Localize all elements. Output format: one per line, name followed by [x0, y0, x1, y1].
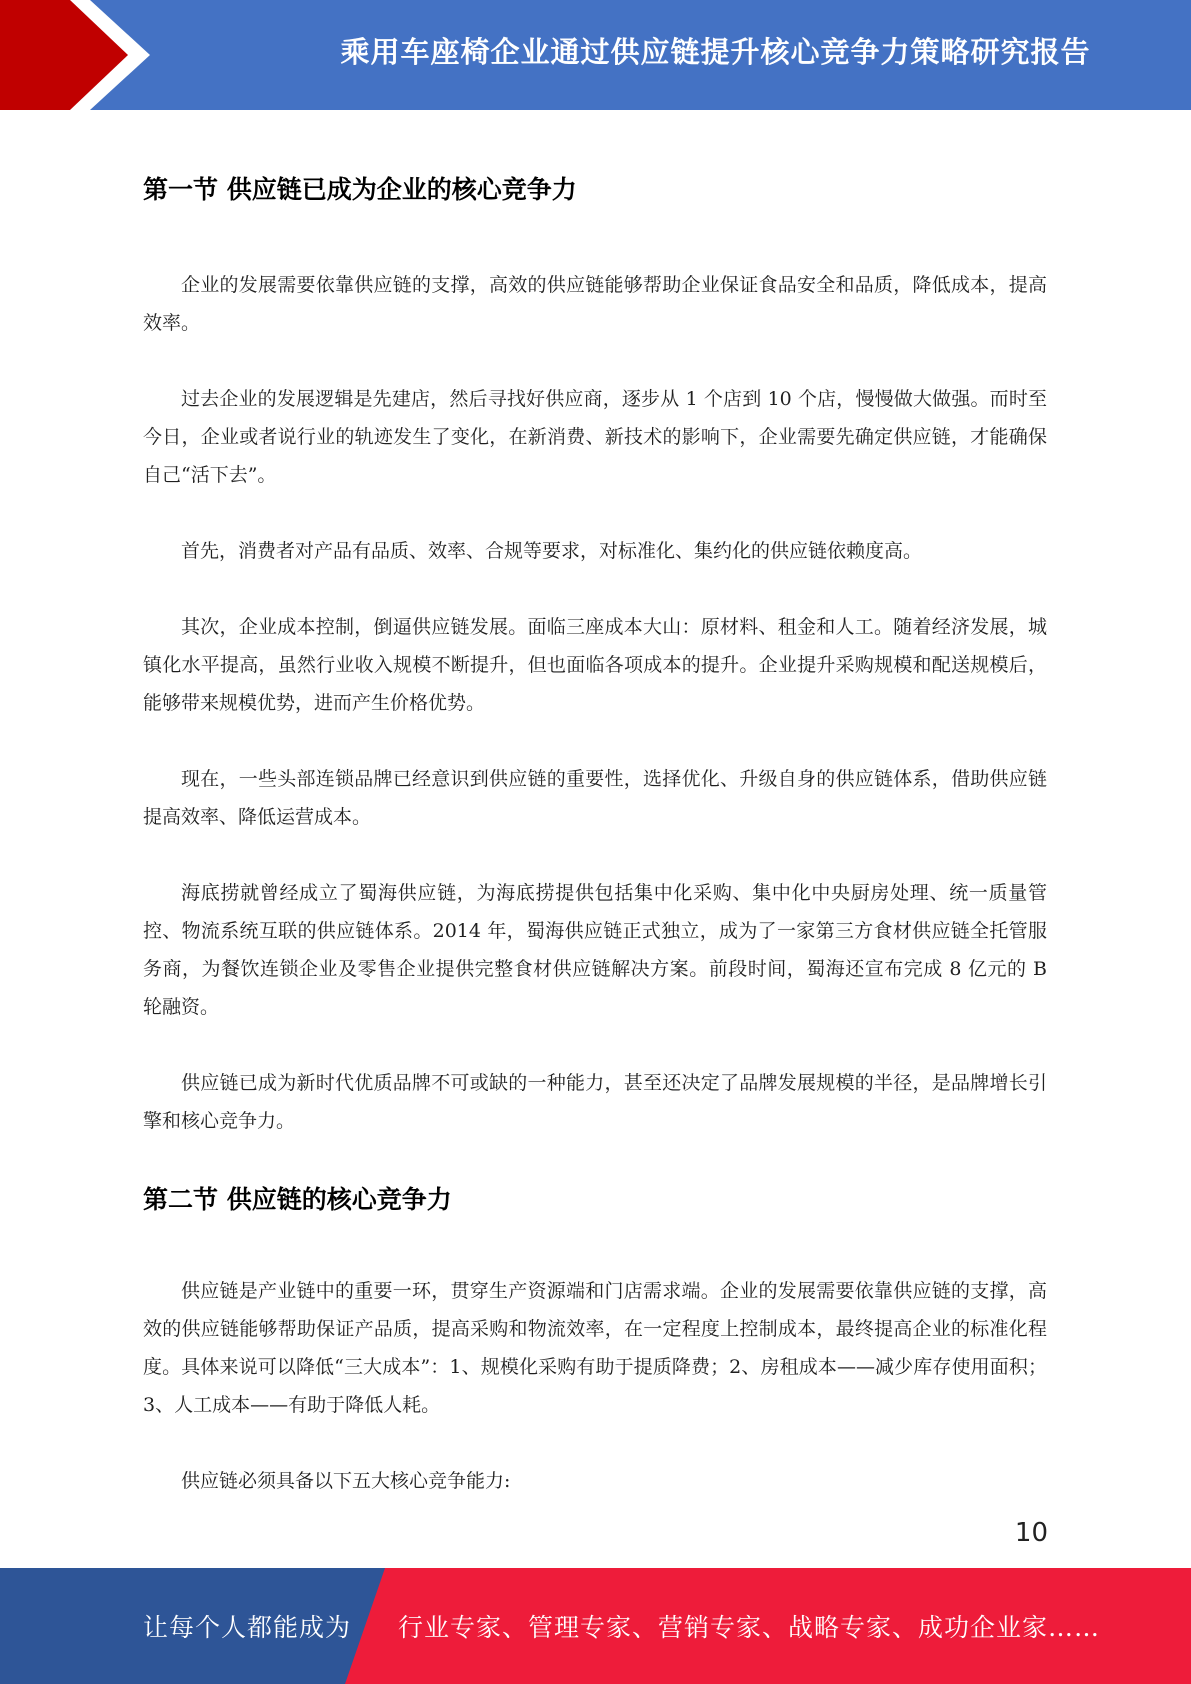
paragraph: 海底捞就曾经成立了蜀海供应链，为海底捞提供包括集中化采购、集中化中央厨房处理、统一质量管控、物流系统互联的供应链体系。2014 年，蜀海供应链正式独立，成为了一家第三方食材供应链全托管服务商，为餐饮连锁企业及零售企业提供完整食材供应链解决方案。前段时间，蜀海还宣布完成 8 亿元的 B 轮融资。: [143, 882, 1047, 1018]
header-banner: [0, 0, 1191, 110]
main-content: [143, 170, 1047, 1500]
red-chevron-icon: [0, 0, 160, 110]
paragraph: 现在，一些头部连锁品牌已经意识到供应链的重要性，选择优化、升级自身的供应链体系，借助供应链提高效率、降低运营成本。: [143, 768, 1047, 828]
footer-slogan-left: 让每个人都能成为: [143, 1613, 352, 1642]
paragraph: 过去企业的发展逻辑是先建店，然后寻找好供应商，逐步从 1 个店到 10 个店，慢慢做大做强。而时至今日，企业或者说行业的轨迹发生了变化，在新消费、新技术的影响下，企业需要先确定供应链，才能确保自己“活下去”。: [143, 388, 1047, 486]
paragraph: 其次，企业成本控制，倒逼供应链发展。面临三座成本大山：原材料、租金和人工。随着经济发展，城镇化水平提高，虽然行业收入规模不断提升，但也面临各项成本的提升。企业提升采购规模和配送规模后，能够带来规模优势，进而产生价格优势。: [143, 616, 1047, 714]
paragraph: 供应链必须具备以下五大核心竞争能力:: [181, 1470, 511, 1492]
paragraph: 企业的发展需要依靠供应链的支撑，高效的供应链能够帮助企业保证食品安全和品质，降低成本，提高效率。: [143, 274, 1047, 334]
footer-slogan-right: 行业专家、管理专家、营销专家、战略专家、成功企业家……: [398, 1613, 1101, 1642]
page-number: 10: [1014, 1518, 1048, 1548]
report-title: 乘用车座椅企业通过供应链提升核心竞争力策略研究报告: [340, 34, 1091, 69]
section-heading-2: 第二节 供应链的核心竞争力: [143, 1185, 452, 1214]
paragraph: 供应链是产业链中的重要一环，贯穿生产资源端和门店需求端。企业的发展需要依靠供应链的支撑，高效的供应链能够帮助保证产品质，提高采购和物流效率，在一定程度上控制成本，最终提高企业的标准化程度。具体来说可以降低“三大成本”：1、规模化采购有助于提质降费；2、房租成本——减少库存使用面积；3、人工成本——有助于降低人耗。: [143, 1280, 1047, 1416]
footer-banner: [0, 1568, 1191, 1684]
paragraph: 首先，消费者对产品有品质、效率、合规等要求，对标准化、集约化的供应链依赖度高。: [181, 540, 923, 562]
section-heading-1: 第一节 供应链已成为企业的核心竞争力: [143, 175, 577, 204]
paragraph: 供应链已成为新时代优质品牌不可或缺的一种能力，甚至还决定了品牌发展规模的半径，是品牌增长引擎和核心竞争力。: [143, 1072, 1047, 1132]
